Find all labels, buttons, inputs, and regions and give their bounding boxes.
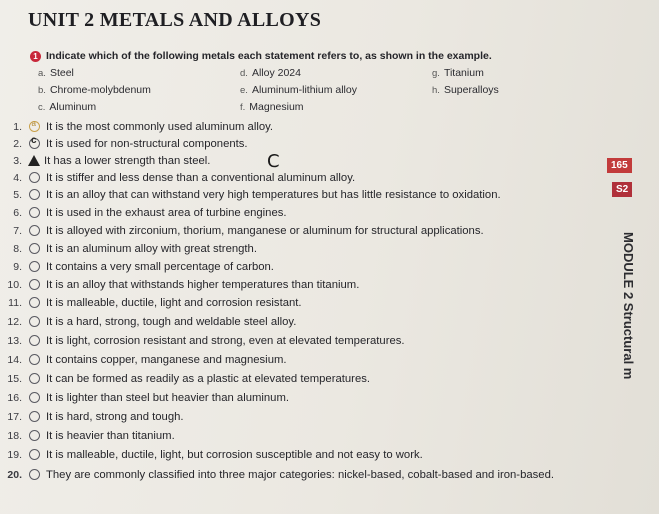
answer-circle[interactable]: [29, 316, 40, 327]
answer-circle[interactable]: [29, 430, 40, 441]
list-item: 12. It is a hard, strong, tough and weldable steel alloy.: [7, 315, 297, 328]
list-item: 20. They are commonly classified into three major categories: nickel-based, cobalt-based and iron-based.: [7, 468, 554, 481]
section-tab: S2: [612, 182, 632, 197]
answer-circle[interactable]: [29, 243, 40, 254]
answer-circle[interactable]: [29, 297, 40, 308]
option-e: e. Aluminum-lithium alloy: [240, 84, 357, 96]
handwritten-mark: 𝖢: [267, 151, 280, 172]
instruction-text: Indicate which of the following metals each statement refers to, as shown in the example.: [46, 50, 492, 62]
list-item: 8. It is an aluminum alloy with great strength.: [13, 242, 257, 255]
list-item: 1. a It is the most commonly used aluminum alloy.: [0, 118, 273, 135]
option-c: c. Aluminum: [38, 101, 97, 113]
answer-mark[interactable]: [28, 155, 40, 166]
option-a: a. Steel: [38, 67, 74, 79]
list-item: 13. It is light, corrosion resistant and strong, even at elevated temperatures.: [7, 334, 405, 347]
list-item: 9. It contains a very small percentage of carbon.: [13, 260, 274, 273]
answer-circle[interactable]: [29, 335, 40, 346]
answer-circle[interactable]: [29, 121, 40, 132]
answer-circle[interactable]: [29, 411, 40, 422]
list-item: 18. It is heavier than titanium.: [7, 429, 175, 442]
answer-circle[interactable]: [29, 207, 40, 218]
answer-circle[interactable]: [29, 449, 40, 460]
answer-circle[interactable]: [29, 261, 40, 272]
answer-circle[interactable]: [29, 354, 40, 365]
option-f: f. Magnesium: [240, 101, 304, 113]
list-item: 10. It is an alloy that withstands higher temperatures than titanium.: [7, 278, 360, 291]
list-item: 16. It is lighter than steel but heavier than aluminum.: [7, 391, 290, 404]
list-item: 4. It is stiffer and less dense than a conventional aluminum alloy.: [13, 171, 356, 184]
list-item: 17. It is hard, strong and tough.: [7, 410, 184, 423]
instruction: [30, 50, 492, 62]
answer-circle[interactable]: [29, 138, 40, 149]
answer-circle[interactable]: [29, 225, 40, 236]
exercise-number-badge: 1: [30, 51, 41, 62]
option-h: h. Superalloys: [432, 84, 499, 96]
list-item: 14. It contains copper, manganese and magnesium.: [7, 353, 287, 366]
list-item: 2. c It is used for non-structural components.: [0, 135, 248, 152]
page-tab: 165: [607, 158, 632, 173]
option-b: b. Chrome-molybdenum: [38, 84, 151, 96]
answer-circle[interactable]: [29, 172, 40, 183]
option-d: d. Alloy 2024: [240, 67, 301, 79]
module-side-label: MODULE 2 Structural m: [621, 232, 636, 380]
option-g: g. Titanium: [432, 67, 484, 79]
list-item: 3. It has a lower strength than steel.: [13, 154, 211, 167]
unit-title: UNIT 2 METALS AND ALLOYS: [28, 9, 322, 31]
list-item: 5. It is an alloy that can withstand very high temperatures but has little resistance to oxidation.: [13, 188, 501, 201]
list-item: 7. It is alloyed with zirconium, thorium, manganese or aluminum for structural applications.: [13, 224, 484, 237]
list-item: 11. It is malleable, ductile, light and corrosion resistant.: [8, 296, 302, 309]
list-item: 6. It is used in the exhaust area of turbine engines.: [13, 206, 287, 219]
answer-circle[interactable]: [29, 373, 40, 384]
answer-circle[interactable]: [29, 189, 40, 200]
answer-circle[interactable]: [29, 392, 40, 403]
list-item: 19. It is malleable, ductile, light, but corrosion susceptible and not easy to work.: [7, 448, 423, 461]
list-item: 15. It can be formed as readily as a plastic at elevated temperatures.: [7, 372, 371, 385]
answer-circle[interactable]: [29, 279, 40, 290]
answer-circle[interactable]: [29, 469, 40, 480]
